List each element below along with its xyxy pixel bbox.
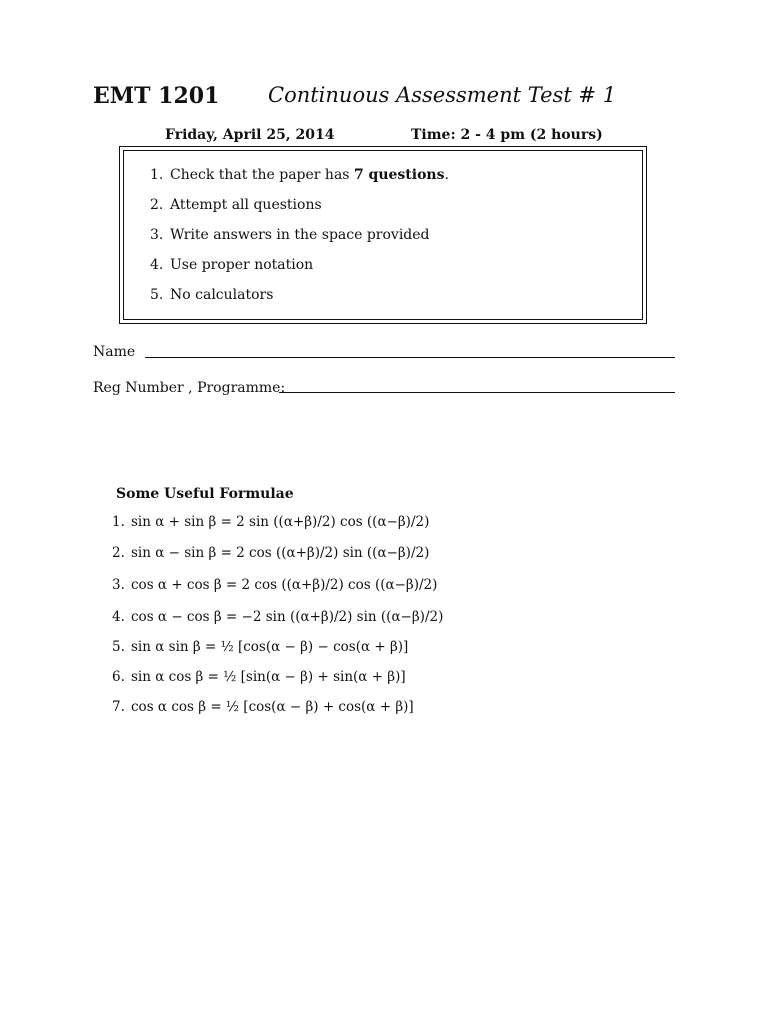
- formula-expression: sin α cos β = ½ [sin(α − β) + sin(α + β)]: [131, 669, 406, 685]
- instruction-item: [150, 197, 322, 213]
- instruction-item: [150, 287, 273, 303]
- reg-number-label: Reg Number , Programme:: [93, 380, 286, 396]
- formula-item: [112, 639, 408, 655]
- formula-item: [112, 514, 429, 530]
- instructions-box: [119, 146, 647, 324]
- instruction-text: Attempt all questions: [170, 197, 322, 213]
- reg-number-field[interactable]: [279, 392, 675, 393]
- instruction-text: Write answers in the space provided: [170, 227, 430, 243]
- formula-number: 6.: [112, 669, 125, 685]
- formula-number: 3.: [112, 577, 125, 593]
- formula-expression: cos α − cos β = −2 sin ((α+β)/2) sin ((α−β)/2): [131, 609, 444, 625]
- formula-number: 7.: [112, 699, 125, 715]
- instruction-emphasis: 7 questions: [353, 167, 445, 183]
- course-code: EMT 1201: [93, 83, 220, 109]
- instructions-inner-frame: [123, 150, 643, 320]
- formula-number: 5.: [112, 639, 125, 655]
- formula-item: [112, 699, 414, 715]
- name-label: Name: [93, 344, 136, 360]
- formulae-heading: Some Useful Formulae: [116, 486, 294, 502]
- instruction-item: [150, 227, 430, 243]
- instruction-number: 3.: [150, 227, 164, 243]
- instruction-text: Check that the paper has: [170, 167, 354, 183]
- exam-time: Time: 2 - 4 pm (2 hours): [411, 127, 603, 143]
- instruction-number: 4.: [150, 257, 164, 273]
- formula-number: 4.: [112, 609, 125, 625]
- instruction-number: 5.: [150, 287, 164, 303]
- instruction-text-end: .: [444, 167, 449, 183]
- instruction-text: Use proper notation: [170, 257, 314, 273]
- formula-expression: cos α cos β = ½ [cos(α − β) + cos(α + β)]: [131, 699, 414, 715]
- name-field[interactable]: [145, 357, 675, 358]
- formula-item: [112, 609, 443, 625]
- instruction-text: No calculators: [170, 287, 274, 303]
- formula-expression: sin α sin β = ½ [cos(α − β) − cos(α + β)]: [131, 639, 409, 655]
- formula-expression: sin α + sin β = 2 sin ((α+β)/2) cos ((α−β)/2): [131, 514, 430, 530]
- exam-date: Friday, April 25, 2014: [165, 127, 335, 143]
- test-title: Continuous Assessment Test # 1: [268, 83, 617, 107]
- instruction-number: 2.: [150, 197, 164, 213]
- formula-expression: cos α + cos β = 2 cos ((α+β)/2) cos ((α−β)/2): [131, 577, 438, 593]
- formula-item: [112, 545, 429, 561]
- instruction-item: [150, 257, 313, 273]
- formula-item: [112, 577, 437, 593]
- formula-number: 2.: [112, 545, 125, 561]
- formula-item: [112, 669, 406, 685]
- formula-number: 1.: [112, 514, 125, 530]
- instruction-number: 1.: [150, 167, 164, 183]
- instruction-item: [150, 167, 449, 183]
- formula-expression: sin α − sin β = 2 cos ((α+β)/2) sin ((α−β)/2): [131, 545, 430, 561]
